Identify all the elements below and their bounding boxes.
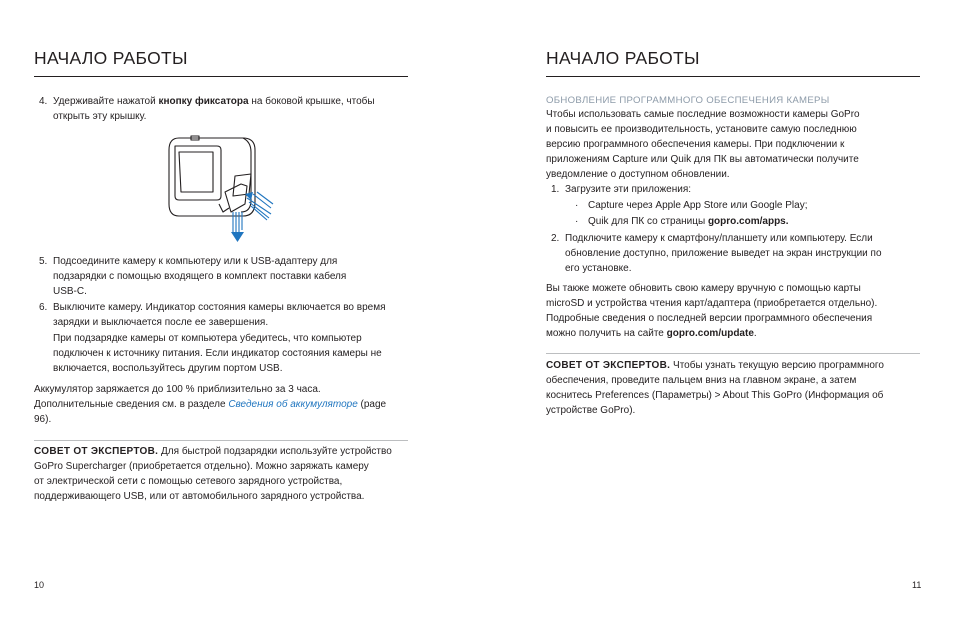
manual-update-line-4: можно получить на сайте gopro.com/update. bbox=[546, 328, 757, 339]
intro-line-3: версию программного обеспечения камеры. При подключении к bbox=[546, 139, 845, 150]
pro-tip-label: СОВЕТ ОТ ЭКСПЕРТОВ. bbox=[546, 360, 671, 371]
page-title: НАЧАЛО РАБОТЫ bbox=[34, 48, 188, 68]
step-4-line-1: Удерживайте нажатой кнопку фиксатора на боковой крышке, чтобы bbox=[53, 96, 375, 107]
step-5-number: 5. bbox=[39, 256, 48, 267]
step-6-line-1: Выключите камеру. Индикатор состояния камеры включается во время bbox=[53, 302, 386, 313]
intro-line-2: и повысить ее производительность, установите самую последнюю bbox=[546, 124, 857, 135]
bullet-marker: · bbox=[575, 200, 579, 211]
latch-button-term: кнопку фиксатора bbox=[158, 96, 249, 107]
step-6-line-2: зарядки и выключается после ее завершения. bbox=[53, 317, 269, 328]
step-6-note-line-3: включается, воспользуйтесь другим портом USB. bbox=[53, 363, 283, 374]
pro-tip-line-3: от электрической сети с помощью сетевого зарядного устройства, bbox=[34, 476, 343, 487]
pro-tip-line-1: СОВЕТ ОТ ЭКСПЕРТОВ. Для быстрой подзарядки используйте устройство bbox=[34, 446, 392, 457]
battery-info-link[interactable]: Сведения об аккумуляторе bbox=[228, 399, 358, 410]
manual-update-line-3: Подробные сведения о последней версии программного обеспечения bbox=[546, 313, 873, 324]
pro-tip-label: СОВЕТ ОТ ЭКСПЕРТОВ. bbox=[34, 446, 159, 457]
step-6-note-line-1: При подзарядке камеры от компьютера убедитесь, что компьютер bbox=[53, 333, 362, 344]
pro-tip-line-4: поддерживающего USB, или от автомобильного зарядного устройства. bbox=[34, 491, 365, 502]
page-number: 10 bbox=[34, 580, 45, 590]
pro-tip-line-4: устройстве GoPro). bbox=[546, 405, 636, 416]
step-5-line-1: Подсоедините камеру к компьютеру или к USB-адаптеру для bbox=[53, 256, 338, 267]
battery-line-3: 96). bbox=[34, 414, 52, 425]
step-2-line-1: Подключите камеру к смартфону/планшету или компьютеру. Если bbox=[565, 233, 873, 244]
page-title: НАЧАЛО РАБОТЫ bbox=[546, 48, 700, 68]
manual-update-line-1: Вы также можете обновить свою камеру вручную с помощью карты bbox=[546, 283, 861, 294]
title-rule bbox=[546, 76, 920, 77]
battery-line-1: Аккумулятор заряжается до 100 % приблизительно за 3 часа. bbox=[34, 384, 321, 395]
bullet-marker: · bbox=[575, 216, 579, 227]
step-5-line-3: USB-C. bbox=[53, 286, 87, 297]
step-4-line-2: открыть эту крышку. bbox=[53, 111, 147, 122]
pro-tip-line-2: обеспечения, проведите пальцем вниз на главном экране, а затем bbox=[546, 375, 857, 386]
pro-tip-line-1: СОВЕТ ОТ ЭКСПЕРТОВ. Чтобы узнать текущую версию программного bbox=[546, 360, 884, 371]
page-number: 11 bbox=[912, 580, 922, 590]
camera-side-door-illustration bbox=[165, 132, 285, 244]
section-subheading: ОБНОВЛЕНИЕ ПРОГРАММНОГО ОБЕСПЕЧЕНИЯ КАМЕРЫ bbox=[546, 95, 830, 106]
step-2-line-2: обновление доступно, приложение выведет на экран инструкции по bbox=[565, 248, 882, 259]
step-6-number: 6. bbox=[39, 302, 48, 313]
tip-divider bbox=[34, 440, 408, 441]
pro-tip-line-2: GoPro Supercharger (приобретается отдельно). Можно заряжать камеру bbox=[34, 461, 369, 472]
gopro-update-link[interactable]: gopro.com/update bbox=[666, 328, 754, 339]
step-2-line-3: его установке. bbox=[565, 263, 632, 274]
right-page bbox=[477, 0, 954, 618]
manual-update-line-2: microSD и устройства чтения карт/адаптера (приобретается отдельно). bbox=[546, 298, 878, 309]
bullet-quik: Quik для ПК со страницы gopro.com/apps. bbox=[588, 216, 789, 227]
battery-line-2: Дополнительные сведения см. в разделе Сведения об аккумуляторе (page bbox=[34, 399, 387, 410]
gopro-apps-link[interactable]: gopro.com/apps. bbox=[707, 216, 789, 227]
step-2-number: 2. bbox=[551, 233, 560, 244]
intro-line-4: приложениям Capture или Quik для ПК вы автоматически получите bbox=[546, 154, 859, 165]
step-4-number: 4. bbox=[39, 96, 48, 107]
step-1-text: Загрузите эти приложения: bbox=[565, 184, 692, 195]
step-6-note-line-2: подключен к источнику питания. Если индикатор состояния камеры не bbox=[53, 348, 382, 359]
step-1-number: 1. bbox=[551, 184, 560, 195]
title-rule bbox=[34, 76, 408, 77]
bullet-capture: Capture через Apple App Store или Google Play; bbox=[588, 200, 808, 211]
intro-line-1: Чтобы использовать самые последние возможности камеры GoPro bbox=[546, 109, 860, 120]
tip-divider bbox=[546, 353, 920, 354]
step-5-line-2: подзарядки с помощью входящего в комплект поставки кабеля bbox=[53, 271, 347, 282]
intro-line-5: уведомление о доступном обновлении. bbox=[546, 169, 730, 180]
pro-tip-line-3: коснитесь Preferences (Параметры) > About This GoPro (Информация об bbox=[546, 390, 884, 401]
